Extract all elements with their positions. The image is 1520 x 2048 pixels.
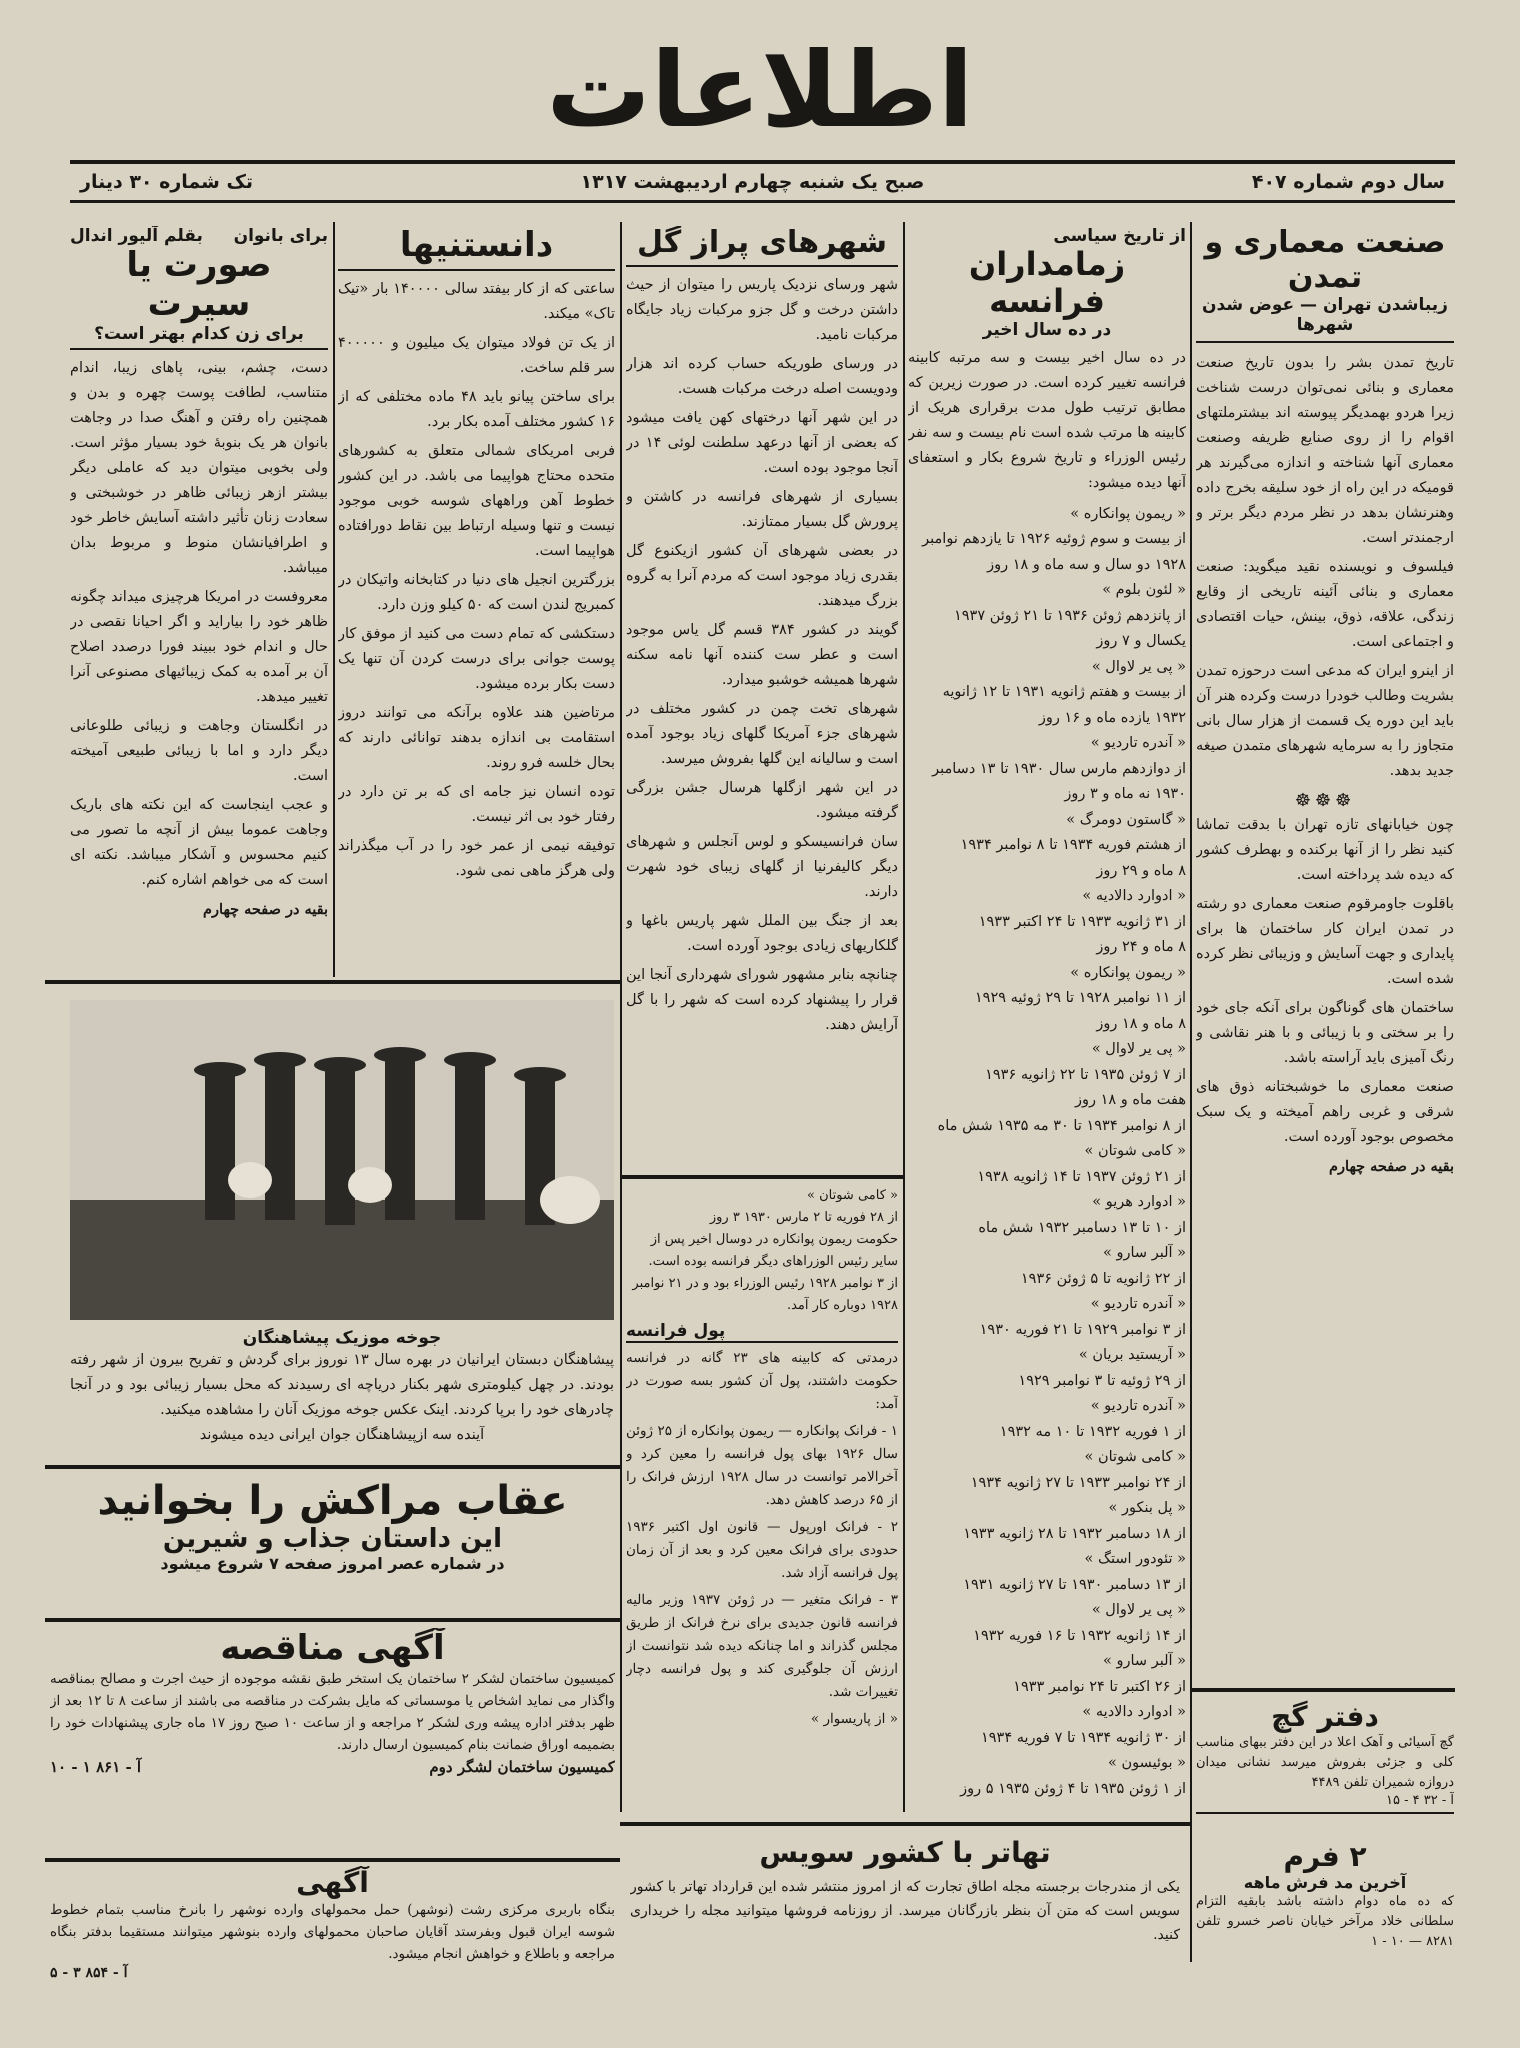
caption-text: پیشاهنگان دبستان ایرانیان در بهره سال ۱۳ نوروز برای گردش و تفریح بیرون از شهر رفته بودند. در چهل کیلومتری شهر بکنار دریاچه ای رسیدند که محل بسیار زیبائی بود و در آنجا چادرهای خود را برپا کردند. اینک عکس جوخه موزیک آنان را مشاهده میکنید. [70, 1352, 614, 1418]
list-item: « کامی شوتان » [1084, 1449, 1186, 1466]
paragraph: ساختمان های گوناگون برای آنکه جای خود را بر سختی و با زیبائی و با هنر نقاشی و رنگ آمیزی باید آراسته باشد. [1196, 1000, 1454, 1066]
knowledge-article [338, 226, 615, 976]
paragraph: ۳ - فرانک متغیر — در ژوئن ۱۹۳۷ وزیر مالیه فرانسه قانون جدیدی برای نرخ فرانک از طریق مجلس گذراند و اما چنانکه دیده شد نتوانست از ارزش آن جلوگیری کند و پول فرانسه دچار تغییرات شد. [626, 1592, 898, 1700]
knowledge-item: توده انسان نیز جامه ای که بر تن دارد در رفتار خود بی اثر نیست. [338, 784, 615, 826]
list-item: از بیست و سوم ژوئیه ۱۹۲۶ تا یازدهم نوامبر [922, 531, 1186, 548]
list-item: « آلبر سارو » [1103, 1653, 1186, 1670]
list-item: ۱۹۲۸ دو سال و سه ماه و ۱۸ روز [987, 556, 1186, 573]
ledger-ad [1196, 1700, 1454, 1814]
list-item: از ۷ ژوئن ۱۹۳۵ تا ۲۲ ژانویه ۱۹۳۶ [985, 1066, 1186, 1083]
beauty-headline: صورت یا سیرت [126, 245, 272, 325]
column-divider [1190, 222, 1192, 1962]
list-item: « پی یر لاوال » [1091, 1602, 1186, 1619]
paragraph: در ورسای طوریکه حساب کرده اند هزار ودویست اصله درخت مرکبات هست. [626, 355, 898, 397]
list-item: یکسال و ۷ روز [1096, 633, 1186, 650]
paragraph: فیلسوف و نویسنده نقید میگوید: صنعت معماری و بنائی آئینه تاریخی از وقایع زندگی، علاقه، ذوق، بینش، حیات اقتصادی و اجتماعی است. [1196, 559, 1454, 650]
paragraph: از اینرو ایران که مدعی است درحوزه تمدن بشریت وطالب خودرا درست وکرده هنر آن باید این دوره یک قسمت از هزار سال بانی متجاوز را به سرمایه شهرهای متمدن صیغه جدید بدهد. [1196, 663, 1454, 779]
beauty-author: بقلم آلیور اندال [70, 226, 203, 246]
rulers-intro: در ده سال اخیر بیست و سه مرتبه کابینه فرانسه تغییر کرده است. در صورت زیرین که مطابق ترتیب طول مدت برقراری هریک از کابینه ها مرتب شده است نام بیست و سه نفر رئیس الوزراء و تاریخ شروع بکار و استعفای آنها دیده میشود: [908, 349, 1186, 491]
list-item: ۸ ماه و ۱۸ روز [1096, 1015, 1186, 1032]
list-item: از ۳ نوامبر ۱۹۲۸ رئیس الوزراء بود و در ۲۱ نوامبر ۱۹۲۸ دوباره کار آمد. [632, 1276, 898, 1313]
list-item: از ۳۰ ژانویه ۱۹۳۴ تا ۷ فوریه ۱۹۳۴ [980, 1729, 1186, 1746]
list-item: از ۸ نوامبر ۱۹۳۴ تا ۳۰ مه ۱۹۳۵ شش ماه [937, 1117, 1186, 1134]
knowledge-item: ساعتی که از کار بیفتد سالی ۱۴۰۰۰۰ بار «تیک تاک» میکند. [338, 281, 615, 323]
list-item: از ۲۹ ژوئیه تا ۳ نوامبر ۱۹۲۹ [1018, 1372, 1186, 1389]
paragraph: ۱ - فرانک پوانکاره — ریمون پوانکاره از ۲۵ ژوئن سال ۱۹۲۶ بهای پول فرانسه را معین کرد و آخرالامر توانست در سال ۱۹۲۸ ارزش فرانک را از ۶۵ درصد کاهش دهد. [626, 1423, 898, 1508]
list-item: « ادوارد دالادیه » [1082, 1704, 1186, 1721]
divider [45, 1858, 620, 1862]
list-item: « آندره تاردیو » [1090, 735, 1186, 752]
list-item: از ۱۸ دسامبر ۱۹۳۲ تا ۲۸ ژانویه ۱۹۳۳ [963, 1525, 1186, 1542]
list-item: ۱۹۳۰ نه ماه و ۳ روز [1064, 786, 1186, 803]
list-item: هفت ماه و ۱۸ روز [1074, 1092, 1186, 1109]
list-item: از ۱۰ تا ۱۳ دسامبر ۱۹۳۲ شش ماه [978, 1219, 1186, 1236]
tender-footer [50, 1758, 615, 1776]
list-item: از ۲۶ اکتبر تا ۲۴ نوامبر ۱۹۳۳ [1013, 1678, 1186, 1695]
list-item: از ۱ فوریه ۱۹۳۲ تا ۱۰ مه ۱۹۳۲ [999, 1423, 1186, 1440]
caption-end: آینده سه ازپیشاهنگان جوان ایرانی دیده میشوند [199, 1427, 485, 1443]
list-item: از ۱۳ دسامبر ۱۹۳۰ تا ۲۷ ژانویه ۱۹۳۱ [963, 1576, 1186, 1593]
architecture-subhead: زیباشدن تهران — عوض شدن شهرها [1196, 295, 1454, 343]
section-ornament: ☸☸☸ [1294, 790, 1356, 811]
beauty-subhead: برای زن کدام بهتر است؟ [70, 324, 328, 350]
serial-note: در شماره عصر امروز صفحه ۷ شروع میشود [160, 1554, 505, 1573]
list-item: « آندره تاردیو » [1090, 1398, 1186, 1415]
rulers-kicker: از تاریخ سیاسی [1053, 226, 1186, 246]
paragraph: گویند در کشور ۳۸۴ قسم گل یاس موجود است و عطر ست کننده آنها نامه سکنه شهرها همیشه خوشبو میدارد. [626, 621, 898, 688]
carpet-text: که ده ماه دوام داشته باشد بابقیه التزام سلطانی خلاد مرآخر خیابان ناصر خسرو تلفن ۸۲۸۱ — ۱۰ - ۱ [1196, 1894, 1454, 1949]
continued-note: بقیه در صفحه چهارم [203, 901, 328, 919]
flowers-article [626, 226, 898, 1166]
list-item: « کامی شوتان » [807, 1188, 898, 1203]
carpet-subhead: آخرین مد فرش ماهه [1243, 1873, 1407, 1892]
list-item: « گاستون دومرگ » [1066, 811, 1186, 828]
paragraph: در این شهر ازگلها هرسال جشن بزرگی گرفته میشود. [626, 779, 898, 821]
flowers-body [626, 273, 898, 1038]
serial-headline: عقاب مراکش را بخوانید [97, 1478, 568, 1524]
tender-text: کمیسیون ساختمان لشکر ۲ ساختمان یک استخر طبق نقشه موجوده از حیث اجرت و مصالح بمناقصه واگذار می نماید اشخاص یا موسساتی که مایل بشرکت در مناقصه می باشند از ساعت ۸ تا ۱۲ بعد از ظهر بدفتر اداره پیشه وری لشکر ۲ مراجعه و از ساعت ۱۰ صبح روز ۱۷ ماه جاری پیشنهادات خود را بضمیمه اوراق ضمانت بنام کمیسیون ارسال دارند. [50, 1671, 615, 1753]
paragraph: چون خیابانهای تازه تهران با بدقت تماشا کنید نظر را از آنها برکنده و بهطرف کشور که دیده شد پرداخته است. [1196, 817, 1454, 883]
newspaper-title: اطلاعات [546, 29, 974, 151]
scouts-photo-illustration [70, 1000, 614, 1320]
list-item: حکومت ریمون پوانکاره در دوسال اخیر پس از سایر رئیس الوزراهای دیگر فرانسه بوده است. [648, 1232, 898, 1269]
knowledge-item: مرتاضین هند علاوه برآنکه می توانند دروز استقامت بی اندازه بدهند توانائی دارند که بحال خلسه فرو روند. [338, 705, 615, 772]
list-item: « ریمون پوانکاره » [1070, 505, 1186, 522]
list-item: از پانزدهم ژوئن ۱۹۳۶ تا ۲۱ ژوئن ۱۹۳۷ [953, 607, 1186, 624]
list-item: « پی یر لاوال » [1091, 658, 1186, 675]
list-item: از ۲۸ فوریه تا ۲ مارس ۱۹۳۰ ۳ روز [709, 1210, 898, 1225]
list-item: « ادوارد هریو » [1092, 1194, 1186, 1211]
list-item: « لئون بلوم » [1102, 582, 1186, 599]
beauty-kicker: برای بانوان [233, 226, 328, 246]
paragraph: سان فرانسیسکو و لوس آنجلس و شهرهای دیگر کالیفرنیا از گلهای زیبای خود شهرت دارند. [626, 833, 898, 900]
barter-headline: تهاتر با کشور سویس [759, 1836, 1051, 1869]
serial-ad [50, 1478, 615, 1608]
rulers-list [908, 502, 1186, 1803]
list-item: از بیست و هفتم ژانویه ۱۹۳۱ تا ۱۲ ژانویه [942, 684, 1186, 701]
photo-caption [70, 1328, 614, 1468]
list-item: ۸ ماه و ۲۴ روز [1096, 939, 1186, 956]
paragraph: شهر ورسای نزدیک پاریس را میتوان از حیث داشتن درخت و گل جزو مرکبات زیاد جایگاه مرکبات نامید. [626, 276, 898, 343]
carpet-ad [1196, 1840, 1454, 1980]
list-item: از ۱ ژوئن ۱۹۳۵ تا ۴ ژوئن ۱۹۳۵ ۵ روز [960, 1780, 1186, 1797]
dateline [70, 160, 1455, 203]
knowledge-item: بزرگترین انجیل های دنیا در کتابخانه واتیکان در کمبریج لندن است که ۵۰ کیلو وزن دارد. [338, 572, 615, 614]
list-item: ۱۹۳۲ یازده ماه و ۱۶ روز [1038, 709, 1186, 726]
beauty-article [70, 226, 328, 976]
divider [620, 1175, 903, 1179]
list-item: از ۳۱ ژانویه ۱۹۳۳ تا ۲۴ اکتبر ۱۹۳۳ [978, 913, 1186, 930]
beauty-kickers [70, 226, 328, 246]
issue-price: تک شماره ۳۰ دینار [80, 171, 254, 193]
flowers-headline: شهرهای پراز گل [626, 226, 898, 267]
list-item: از ۱۴ ژانویه ۱۹۳۲ تا ۱۶ فوریه ۱۹۳۲ [973, 1627, 1186, 1644]
notice-ad [50, 1866, 615, 1986]
rulers-headline: زمامداران فرانسه [968, 245, 1126, 320]
tender-code: آ - ۸۶۱ ۱ - ۱۰ [50, 1758, 142, 1776]
architecture-article [1196, 226, 1454, 1676]
list-item: « ریمون پوانکاره » [1070, 964, 1186, 981]
currency-body [626, 1347, 898, 1731]
list-item: از ۲۲ ژانویه تا ۵ ژوئن ۱۹۳۶ [1020, 1270, 1186, 1287]
paragraph: در این شهر آنها درختهای کهن یافت میشود که بعضی از آنها درعهد سلطنت لوئی ۱۴ در آنجا موجود بوده است. [626, 409, 898, 476]
paragraph: معروفست در امریکا هرچیزی میداند چگونه ظاهر خود را بیاراید و اگر احیانا نقصی در حال و اندام خود ببیند فورا درصدد اصلاح آن بر آمده به کمک زیبائیهای مصنوعی آنرا تغییر میدهد. [70, 589, 328, 706]
divider [620, 1822, 1190, 1826]
list-item: ۸ ماه و ۲۹ روز [1096, 862, 1186, 879]
knowledge-item: فربی امریکای شمالی متعلق به کشورهای متحده محتاج هواپیما می باشد. در این کشور خطوط آهن وراههای شوسه خوبی موجود نیست و تنها وسیله ارتباط بین نقاط دورافتاده هواپیما است. [338, 443, 615, 560]
list-item: « آندره تاردیو » [1090, 1296, 1186, 1313]
ledger-text: گچ آسیائی و آهک اعلا در این دفتر ببهای مناسب کلی و جزئی بفروش میرسد نشانی میدان دروازه شمیران تلفن ۴۴۸۹ [1196, 1735, 1454, 1790]
knowledge-headline: دانستنیها [338, 226, 615, 271]
currency-lead [626, 1185, 898, 1317]
notice-code: آ - ۸۵۴ ۳ - ۵ [50, 1965, 128, 1981]
list-item: « کامی شوتان » [1084, 1143, 1186, 1160]
column-divider [333, 222, 335, 977]
paragraph: بسیاری از شهرهای فرانسه در کاشتن و پرورش گل بسیار ممتازند. [626, 488, 898, 530]
paragraph: ۲ - فرانک اورپول — قانون اول اکتبر ۱۹۳۶ حدودی برای فرانک معین کرد و بعد از آن زمان پول فرانسه آزاد شد. [626, 1519, 898, 1581]
caption-title: جوخه موزیک پیشاهنگان [242, 1328, 442, 1348]
divider [45, 1465, 620, 1469]
divider [45, 980, 620, 984]
beauty-body [70, 356, 328, 922]
paragraph: درمدتی که کابینه های ۲۳ گانه در فرانسه حکومت داشتند، پول آن کشور بسه صورت در آمد: [626, 1350, 898, 1412]
knowledge-item: از یک تن فولاد میتوان یک میلیون و ۴۰۰۰۰۰ سر قلم ساخت. [338, 335, 615, 377]
paragraph: صنعت معماری ما خوشبختانه ذوق های شرقی و غربی راهم آمیخته و یک سبک مخصوص بوجود آورده است. [1196, 1079, 1454, 1145]
tender-signature: کمیسیون ساختمان لشگر دوم [429, 1758, 615, 1776]
tender-ad [50, 1628, 615, 1850]
ledger-headline: دفتر گچ [1271, 1700, 1379, 1733]
currency-article [626, 1185, 898, 1815]
list-item: « تئودور استگ » [1084, 1551, 1186, 1568]
list-item: از ۳ نوامبر ۱۹۲۹ تا ۲۱ فوریه ۱۹۳۰ [979, 1321, 1186, 1338]
knowledge-body [338, 277, 615, 884]
ledger-code: آ - ۳۲ ۴ - ۱۵ [1385, 1793, 1454, 1808]
list-item: « ادوارد دالادیه » [1082, 888, 1186, 905]
paragraph: در بعضی شهرهای آن کشور ازیکنوع گل بقدری زیاد موجود است که مردم آنرا به گروه بزرگ میدهند. [626, 542, 898, 609]
divider [1190, 1688, 1455, 1692]
list-item: « آلبر سارو » [1103, 1245, 1186, 1262]
rulers-article [908, 226, 1186, 1816]
barter-ad [630, 1836, 1180, 1986]
paragraph: چنانچه بنابر مشهور شورای شهرداری آنجا این قرار را پیشنهاد کرده است که شهر را با گل آرایش دهند. [626, 966, 898, 1033]
carpet-headline: ۲ فرم [1283, 1840, 1367, 1873]
knowledge-item: توفیقه نیمی از عمر خود را در آب میگذراند ولی هرگز ماهی نمی شود. [338, 838, 615, 880]
paragraph: بعد از جنگ بین الملل شهر پاریس باغها و گلکاریهای زیادی بوجود آورده است. [626, 912, 898, 954]
list-item: از هشتم فوریه ۱۹۳۴ تا ۸ نوامبر ۱۹۳۴ [960, 837, 1186, 854]
masthead [0, 30, 1520, 150]
list-item: « پی یر لاوال » [1091, 1041, 1186, 1058]
continued-note: بقیه در صفحه چهارم [1329, 1158, 1454, 1175]
divider [45, 1618, 620, 1622]
issue-date: صبح یک شنبه چهارم اردیبهشت ۱۳۱۷ [580, 171, 925, 193]
paragraph: در انگلستان وجاهت و زیبائی طلوعانی دیگر دارد و اما با زیبائی طبیعی آمیخته است. [70, 718, 328, 785]
list-item: « بوئیسون » [1108, 1755, 1186, 1772]
serial-subhead: این داستان جذاب و شیرین [162, 1524, 503, 1554]
paragraph: شهرهای تخت چمن در کشور مختلف در شهرهای جزء آمریکا گلهای زیاد بوجود آمده است و سالیانه این گلها بفروش میرسد. [626, 700, 898, 767]
list-item: از ۲۱ ژوئن ۱۹۳۷ تا ۱۴ ژانویه ۱۹۳۸ [977, 1168, 1186, 1185]
knowledge-item: دستکشی که تمام دست می کنید از موفق کار پوست جوانی برای درست کردن آن تنها یک دست بکار برده میشود. [338, 626, 615, 693]
paragraph: دست، چشم، بینی، پاهای زیبا، اندام متناسب، لطافت پوست چهره و بدن و همچنین راه رفتن و آهنگ صدا در وجاهت بانوان هر یک بنوبهٔ خود بسیار مؤثر است. ولی بخوبی میتوان دید که عاملی دیگر بیشتر ازهر زیبائی ظاهر در خوشبختی و سعادت زنان تأثیر داشته آسایش خاطر خود و اطرافیانشان منوط و مربوط بدان میباشد. [70, 360, 328, 577]
source-note: « از پاریسوار » [810, 1711, 898, 1727]
list-item: « پل بنکور » [1108, 1500, 1186, 1517]
paragraph: باقلوت جاومرقوم صنعت معماری دو رشته در تمدن ایران کار ساختمان ها برای پایداری و جهت آسایش و وزیبائی نظر کرده شده است. [1196, 896, 1454, 987]
list-item: « آریستید بریان » [1078, 1347, 1186, 1364]
list-item: از ۱۱ نوامبر ۱۹۲۸ تا ۲۹ ژوئیه ۱۹۲۹ [974, 990, 1186, 1007]
issue-number: سال دوم شماره ۴۰۷ [1251, 171, 1445, 193]
notice-text: بنگاه باربری مرکزی رشت (نوشهر) حمل محمولهای وارده نوشهر را بانرخ مناسب بتمام خطوط شوسه ایران قبول وبفرستد آقایان صاحبان محمولهای وارده بنوشهر میتوانند مستقیما بدفتر بنگاه مراجعه و باطلاع و خواهش انجام میشود. [50, 1902, 615, 1962]
scouts-photo [70, 1000, 614, 1320]
column-divider [620, 222, 622, 1812]
architecture-body [1196, 351, 1454, 1179]
paragraph: و عجب اینجاست که این نکته های باریک وجاهت عموما بیش از آنچه ما تصور می کنیم محسوس و آشکار میباشد. نکته ای است که می خواهم اشاره کنم. [70, 797, 328, 889]
architecture-headline: صنعت معماری و تمدن [1204, 226, 1446, 295]
notice-headline: آگهی [296, 1866, 369, 1899]
barter-text: یکی از مندرجات برجسته مجله اطاق تجارت که از امروز منتشر شده این قرارداد تهاتر با کشور سویس است که متن آن بنظر بازرگانان میرسد. از روزنامه فروشها میتوانید مجله را خریداری کنید. [630, 1879, 1180, 1943]
rulers-subhead: در ده سال اخیر [982, 319, 1112, 340]
list-item: از دوازدهم مارس سال ۱۹۳۰ تا ۱۳ دسامبر [932, 760, 1186, 777]
tender-headline: آگهی مناقصه [220, 1628, 445, 1668]
knowledge-item: برای ساختن پیانو باید ۴۸ ماده مختلفی که از ۱۶ کشور مختلف آمده بکار برد. [338, 389, 615, 431]
paragraph: تاریخ تمدن بشر را بدون تاریخ صنعت معماری و بنائی نمی‌توان درست شناخت زیرا هردو بهمدیگر پیوسته اند بیشترملتهای اقوام را از روی صنایع ظریفه وصنعت معماری آنها شناخته و اندازه می‌گیرند هر قومیکه در این راه از خود سلیقه بخرج داده وهنرنشان بدهد در نظر مردم دیگر برتر و ارجمندتر است. [1196, 355, 1454, 546]
currency-headline: پول فرانسه [626, 1321, 898, 1343]
list-item: از ۲۴ نوامبر ۱۹۳۳ تا ۲۷ ژانویه ۱۹۳۴ [970, 1474, 1186, 1491]
column-divider [903, 222, 905, 1812]
